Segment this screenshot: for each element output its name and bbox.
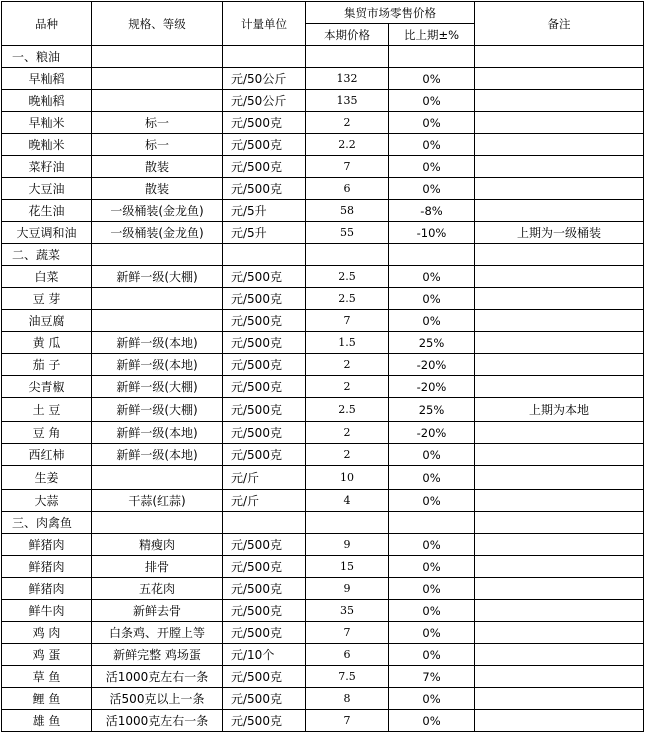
item-spec: 活1000克左右一条 (92, 666, 223, 688)
item-name: 鲜牛肉 (2, 600, 92, 622)
empty-cell (223, 512, 306, 534)
item-note (475, 600, 644, 622)
table-row (2, 332, 644, 354)
table-row (2, 556, 644, 578)
item-note (475, 68, 644, 90)
item-change: -20% (389, 376, 475, 398)
item-change: 0% (389, 112, 475, 134)
table-row (2, 578, 644, 600)
table-body (2, 46, 644, 732)
item-price: 15 (306, 556, 389, 578)
item-price: 2 (306, 112, 389, 134)
item-spec: 新鲜一级(本地) (92, 354, 223, 376)
item-note (475, 288, 644, 310)
item-spec: 新鲜完整 鸡场蛋 (92, 644, 223, 666)
item-change: 0% (389, 156, 475, 178)
item-unit: 元/500克 (223, 600, 306, 622)
item-spec: 新鲜一级(本地) (92, 444, 223, 466)
item-price: 7 (306, 310, 389, 332)
item-name: 大豆油 (2, 178, 92, 200)
item-note (475, 444, 644, 466)
item-price: 2 (306, 444, 389, 466)
item-name: 晚籼稻 (2, 90, 92, 112)
item-name: 雄 鱼 (2, 710, 92, 732)
item-change: 0% (389, 178, 475, 200)
item-price: 9 (306, 578, 389, 600)
item-unit: 元/500克 (223, 332, 306, 354)
item-price: 55 (306, 222, 389, 244)
item-change: 0% (389, 578, 475, 600)
item-spec: 一级桶装(金龙鱼) (92, 222, 223, 244)
item-price: 2.5 (306, 266, 389, 288)
item-spec: 散装 (92, 156, 223, 178)
item-note (475, 156, 644, 178)
item-note (475, 710, 644, 732)
header-name: 品种 (2, 2, 92, 46)
item-change: 0% (389, 466, 475, 490)
item-unit: 元/500克 (223, 578, 306, 600)
item-price: 9 (306, 534, 389, 556)
item-name: 鲜猪肉 (2, 534, 92, 556)
item-name: 生姜 (2, 466, 92, 490)
item-change: 25% (389, 398, 475, 422)
table-row (2, 288, 644, 310)
item-note (475, 688, 644, 710)
item-note (475, 556, 644, 578)
section-row (2, 244, 644, 266)
item-price: 6 (306, 178, 389, 200)
item-note (475, 490, 644, 512)
item-note: 上期为一级桶装 (475, 222, 644, 244)
empty-cell (92, 46, 223, 68)
item-unit: 元/50公斤 (223, 68, 306, 90)
item-note: 上期为本地 (475, 398, 644, 422)
item-name: 早籼稻 (2, 68, 92, 90)
item-unit: 元/500克 (223, 376, 306, 398)
item-name: 大豆调和油 (2, 222, 92, 244)
item-name: 晚籼米 (2, 134, 92, 156)
item-change: 25% (389, 332, 475, 354)
item-unit: 元/500克 (223, 422, 306, 444)
item-unit: 元/500克 (223, 266, 306, 288)
item-price: 7.5 (306, 666, 389, 688)
item-price: 2.5 (306, 288, 389, 310)
item-change: 0% (389, 444, 475, 466)
item-name: 茄 子 (2, 354, 92, 376)
item-change: 0% (389, 90, 475, 112)
empty-cell (475, 244, 644, 266)
item-name: 鲤 鱼 (2, 688, 92, 710)
item-spec: 白条鸡、开膛上等 (92, 622, 223, 644)
item-spec: 新鲜一级(本地) (92, 422, 223, 444)
item-note (475, 644, 644, 666)
item-unit: 元/斤 (223, 490, 306, 512)
empty-cell (389, 512, 475, 534)
item-change: 0% (389, 266, 475, 288)
item-change: -20% (389, 422, 475, 444)
item-unit: 元/500克 (223, 622, 306, 644)
item-name: 黄 瓜 (2, 332, 92, 354)
section-title: 三、肉禽鱼 (2, 512, 92, 534)
item-unit: 元/500克 (223, 134, 306, 156)
item-spec: 活500克以上一条 (92, 688, 223, 710)
item-spec: 排骨 (92, 556, 223, 578)
table-row (2, 376, 644, 398)
item-change: 0% (389, 288, 475, 310)
item-name: 豆 芽 (2, 288, 92, 310)
item-note (475, 266, 644, 288)
table-row (2, 398, 644, 422)
section-title: 二、蔬菜 (2, 244, 92, 266)
item-note (475, 200, 644, 222)
item-note (475, 354, 644, 376)
table-row (2, 422, 644, 444)
item-unit: 元/500克 (223, 354, 306, 376)
table-row (2, 156, 644, 178)
item-price: 1.5 (306, 332, 389, 354)
empty-cell (389, 244, 475, 266)
item-change: -10% (389, 222, 475, 244)
item-price: 135 (306, 90, 389, 112)
header-note: 备注 (475, 2, 644, 46)
table-row (2, 68, 644, 90)
item-name: 菜籽油 (2, 156, 92, 178)
item-unit: 元/500克 (223, 112, 306, 134)
header-spec: 规格、等级 (92, 2, 223, 46)
item-unit: 元/5升 (223, 200, 306, 222)
item-price: 7 (306, 710, 389, 732)
item-note (475, 332, 644, 354)
item-spec (92, 310, 223, 332)
empty-cell (306, 46, 389, 68)
item-price: 8 (306, 688, 389, 710)
item-spec: 散装 (92, 178, 223, 200)
table-row (2, 666, 644, 688)
item-note (475, 178, 644, 200)
item-spec: 五花肉 (92, 578, 223, 600)
item-name: 早籼米 (2, 112, 92, 134)
item-name: 豆 角 (2, 422, 92, 444)
price-table (1, 1, 644, 732)
item-unit: 元/500克 (223, 310, 306, 332)
item-unit: 元/500克 (223, 444, 306, 466)
item-note (475, 376, 644, 398)
item-note (475, 134, 644, 156)
item-price: 10 (306, 466, 389, 490)
item-unit: 元/500克 (223, 534, 306, 556)
section-row (2, 512, 644, 534)
item-spec: 新鲜一级(大棚) (92, 266, 223, 288)
empty-cell (92, 244, 223, 266)
table-row (2, 534, 644, 556)
item-name: 鲜猪肉 (2, 556, 92, 578)
item-name: 花生油 (2, 200, 92, 222)
item-change: 7% (389, 666, 475, 688)
item-note (475, 310, 644, 332)
item-spec (92, 466, 223, 490)
item-name: 白菜 (2, 266, 92, 288)
item-price: 7 (306, 622, 389, 644)
item-spec (92, 68, 223, 90)
item-name: 尖青椒 (2, 376, 92, 398)
item-spec: 活1000克左右一条 (92, 710, 223, 732)
empty-cell (306, 512, 389, 534)
table-row (2, 200, 644, 222)
table-header (2, 2, 644, 46)
item-note (475, 666, 644, 688)
table-row (2, 644, 644, 666)
item-spec: 新鲜一级(大棚) (92, 398, 223, 422)
table-row (2, 444, 644, 466)
item-price: 7 (306, 156, 389, 178)
item-spec: 一级桶装(金龙鱼) (92, 200, 223, 222)
item-name: 土 豆 (2, 398, 92, 422)
item-change: 0% (389, 310, 475, 332)
item-name: 油豆腐 (2, 310, 92, 332)
item-spec (92, 90, 223, 112)
item-note (475, 112, 644, 134)
item-change: 0% (389, 622, 475, 644)
item-price: 4 (306, 490, 389, 512)
item-spec: 新鲜一级(本地) (92, 332, 223, 354)
item-name: 大蒜 (2, 490, 92, 512)
empty-cell (223, 244, 306, 266)
item-unit: 元/500克 (223, 398, 306, 422)
table-row (2, 310, 644, 332)
header-unit: 计量单位 (223, 2, 306, 46)
item-name: 鲜猪肉 (2, 578, 92, 600)
item-note (475, 534, 644, 556)
header-market-price-group: 集贸市场零售价格 (306, 2, 475, 24)
table-row (2, 490, 644, 512)
section-title: 一、粮油 (2, 46, 92, 68)
item-change: 0% (389, 600, 475, 622)
empty-cell (306, 244, 389, 266)
item-change: 0% (389, 644, 475, 666)
item-unit: 元/500克 (223, 688, 306, 710)
item-price: 2 (306, 376, 389, 398)
item-price: 2 (306, 422, 389, 444)
item-spec (92, 288, 223, 310)
item-change: 0% (389, 68, 475, 90)
item-change: 0% (389, 490, 475, 512)
table-row (2, 112, 644, 134)
item-unit: 元/500克 (223, 666, 306, 688)
item-note (475, 578, 644, 600)
table-row (2, 222, 644, 244)
empty-cell (389, 46, 475, 68)
empty-cell (223, 46, 306, 68)
table-row (2, 466, 644, 490)
item-name: 鸡 肉 (2, 622, 92, 644)
item-unit: 元/斤 (223, 466, 306, 490)
table-row (2, 622, 644, 644)
table-row (2, 134, 644, 156)
item-spec: 干蒜(红蒜) (92, 490, 223, 512)
item-note (475, 622, 644, 644)
item-unit: 元/500克 (223, 156, 306, 178)
item-unit: 元/500克 (223, 178, 306, 200)
item-change: 0% (389, 710, 475, 732)
item-unit: 元/500克 (223, 556, 306, 578)
item-note (475, 422, 644, 444)
item-name: 鸡 蛋 (2, 644, 92, 666)
table-row (2, 600, 644, 622)
item-spec: 精瘦肉 (92, 534, 223, 556)
item-price: 58 (306, 200, 389, 222)
item-price: 2.5 (306, 398, 389, 422)
empty-cell (475, 512, 644, 534)
item-unit: 元/500克 (223, 710, 306, 732)
item-spec: 标一 (92, 134, 223, 156)
table-row (2, 354, 644, 376)
empty-cell (92, 512, 223, 534)
table-row (2, 710, 644, 732)
item-unit: 元/5升 (223, 222, 306, 244)
table-row (2, 266, 644, 288)
table-row (2, 688, 644, 710)
item-change: 0% (389, 134, 475, 156)
item-price: 2.2 (306, 134, 389, 156)
item-change: 0% (389, 556, 475, 578)
header-current-price: 本期价格 (306, 24, 389, 46)
header-change: 比上期±% (389, 24, 475, 46)
item-note (475, 90, 644, 112)
item-price: 35 (306, 600, 389, 622)
item-name: 草 鱼 (2, 666, 92, 688)
item-spec: 新鲜一级(大棚) (92, 376, 223, 398)
item-change: 0% (389, 534, 475, 556)
item-change: -20% (389, 354, 475, 376)
item-price: 6 (306, 644, 389, 666)
item-unit: 元/500克 (223, 288, 306, 310)
item-price: 2 (306, 354, 389, 376)
table-row (2, 178, 644, 200)
item-change: 0% (389, 688, 475, 710)
section-row (2, 46, 644, 68)
item-spec: 新鲜去骨 (92, 600, 223, 622)
empty-cell (475, 46, 644, 68)
item-price: 132 (306, 68, 389, 90)
item-unit: 元/50公斤 (223, 90, 306, 112)
item-spec: 标一 (92, 112, 223, 134)
table-row (2, 90, 644, 112)
item-name: 西红柿 (2, 444, 92, 466)
item-unit: 元/10个 (223, 644, 306, 666)
item-change: -8% (389, 200, 475, 222)
item-note (475, 466, 644, 490)
